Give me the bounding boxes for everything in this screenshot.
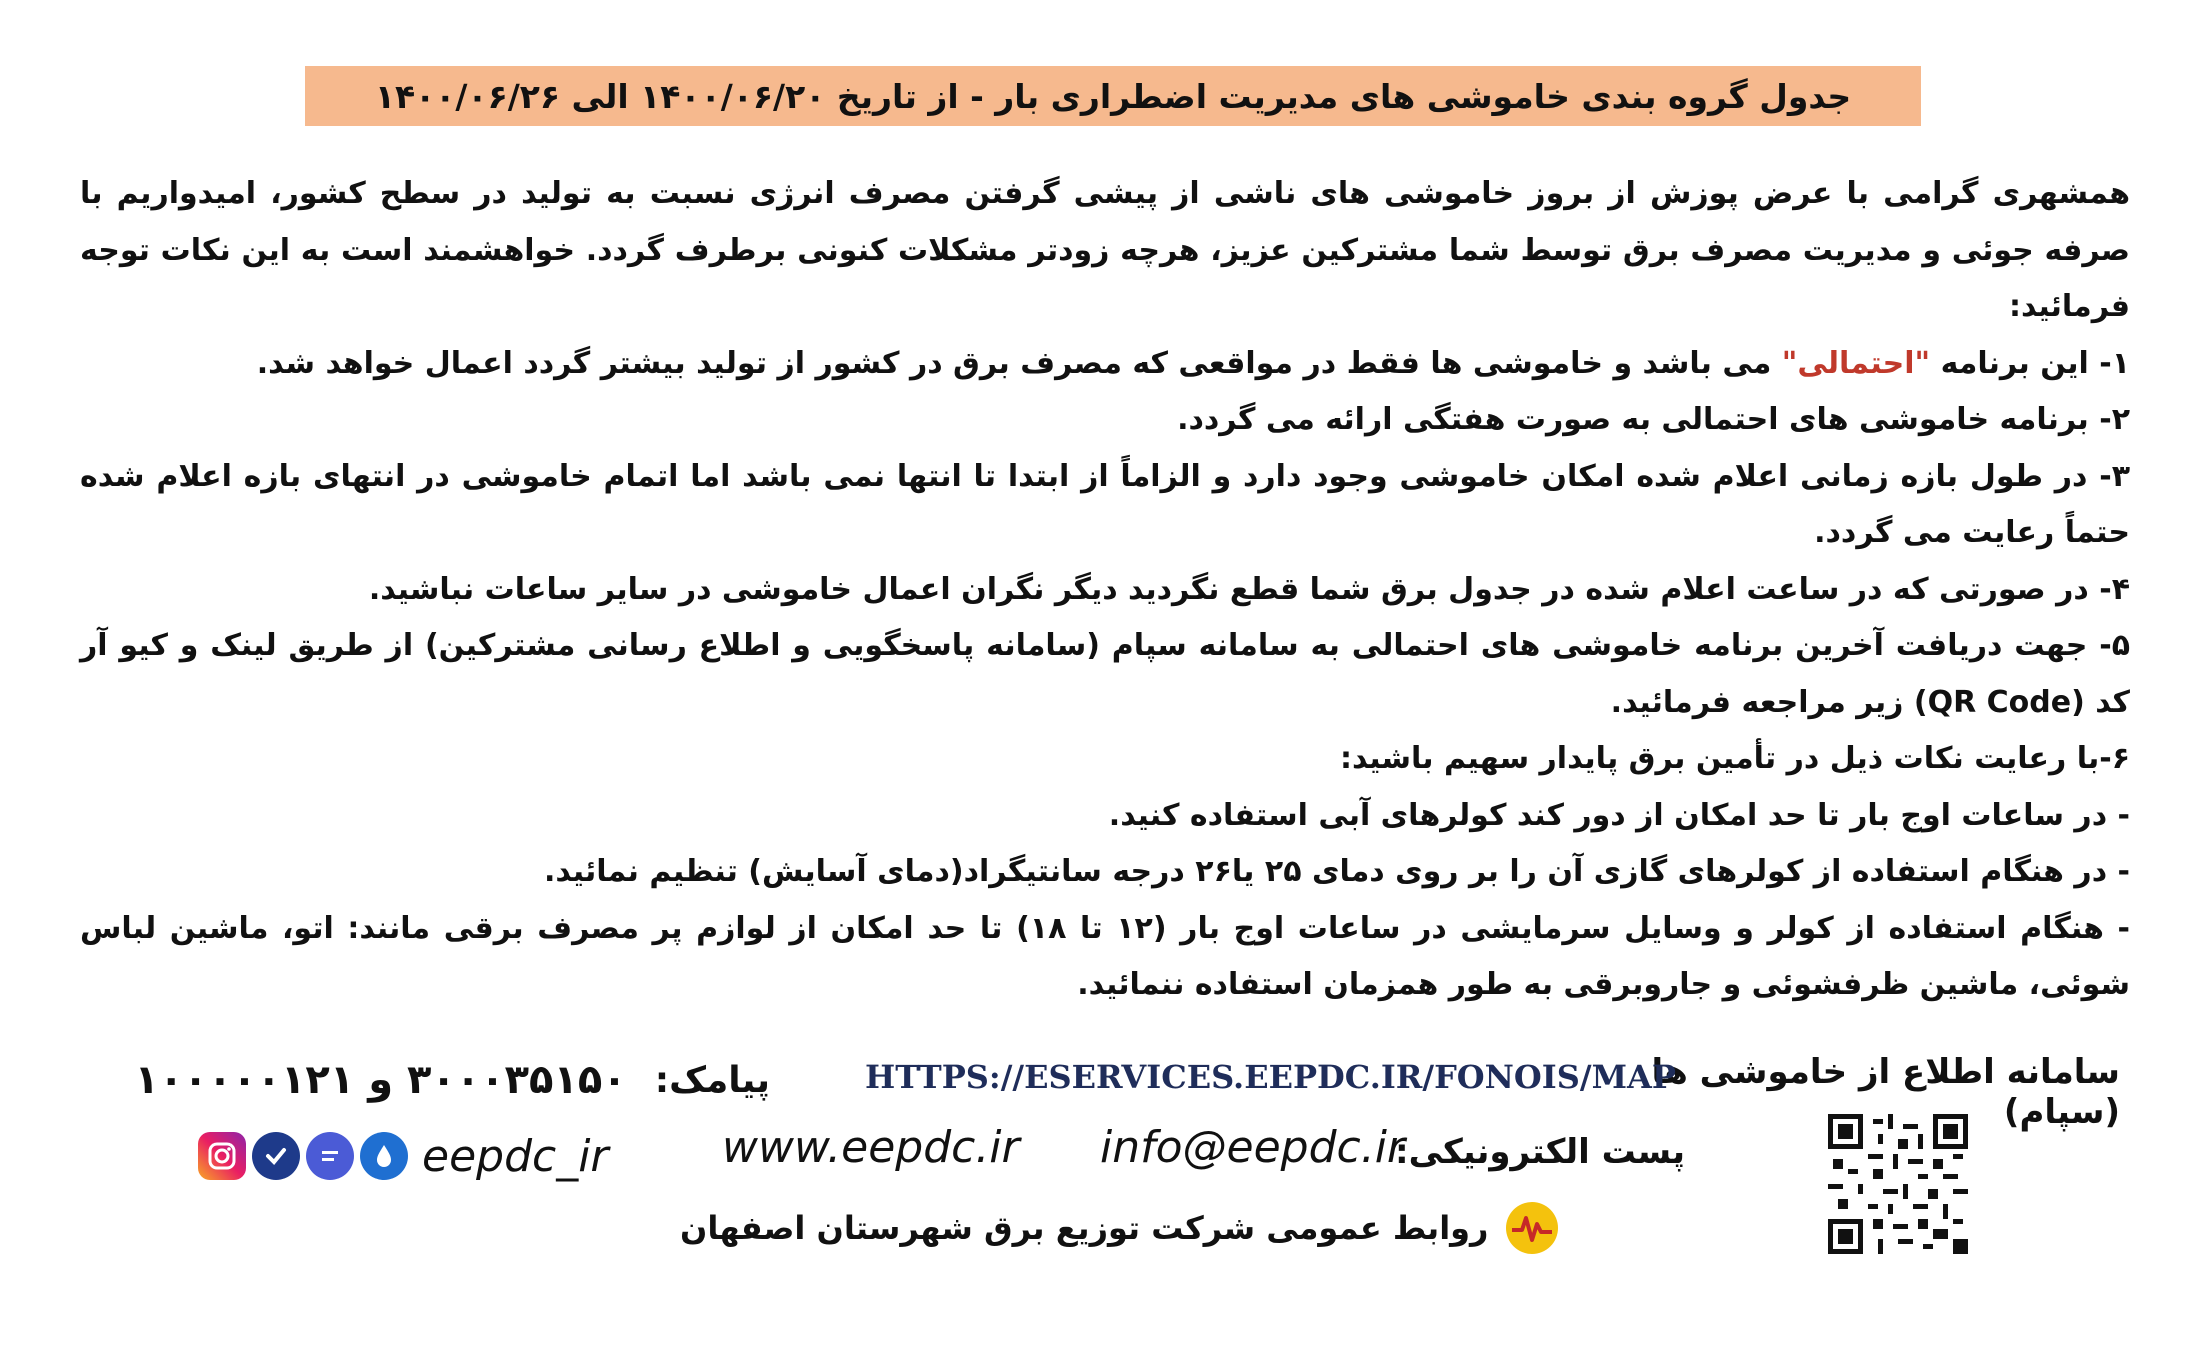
item-3: ۳- در طول بازه زمانی اعلام شده امکان خاموشی وجود دارد و الزاماً از ابتدا تا انتها نمی باشد اما اتمام خاموشی در انتهای بازه اعلام شده حتماً رعایت می گردد. (80, 458, 2130, 550)
social-links (198, 1124, 609, 1188)
item-6: ۶-با رعایت نکات ذیل در تأمین برق پایدار سهیم باشید: (1339, 741, 2130, 776)
item-1-suffix: می باشد و خاموشی ها فقط در مواقعی که مصرف برق در کشور از تولید بیشتر گردد اعمال خواهد شد. (256, 345, 1782, 381)
eepdc-logo-icon (1502, 1198, 1562, 1258)
footer-text: روابط عمومی شرکت توزیع برق شهرستان اصفهان (680, 1209, 1489, 1247)
sms-contact (80, 1050, 770, 1110)
email-link[interactable]: info@eepdc.ir (1100, 1122, 1406, 1173)
sms-numbers: ۳۰۰۰۳۵۱۵۰ و ۱۰۰۰۰۰۱۲۱ (134, 1057, 627, 1103)
footer (680, 1198, 1562, 1258)
chat-icon[interactable] (306, 1132, 354, 1180)
website-link[interactable]: www.eepdc.ir (722, 1122, 1020, 1173)
qr-code-icon[interactable] (1828, 1114, 1968, 1254)
item-1 (80, 336, 2130, 393)
tip-1: - در ساعات اوج بار تا حد امکان از دور کند کولرهای آبی استفاده کنید. (1108, 797, 2130, 833)
item-5: ۵- جهت دریافت آخرین برنامه خاموشی های احتمالی به سامانه سپام (سامانه پاسخگویی و اطلاع رسانی مشترکین) از طریق لینک و کیو آر کد (QR Code) زیر مراجعه فرمائید. (80, 628, 2130, 720)
item-4: ۴- در صورتی که در ساعت اعلام شده در جدول برق شما قطع نگردید دیگر نگران اعمال خاموشی در سایر ساعات نباشید. (368, 571, 2130, 607)
sepam-url-link[interactable]: HTTPS://ESERVICES.EEPDC.IR/FONOIS/MAP (865, 1058, 1676, 1096)
intro-paragraph: همشهری گرامی با عرض پوزش از بروز خاموشی های ناشی از پیشی گرفتن مصرف انرژی نسبت به تولید در سطح کشور، امیدواریم با صرفه جوئی و مدیریت مصرف برق توسط شما مشترکین عزیز، هرچه زودتر مشکلات کنونی برطرف گردد. خواهشمند است به این نکات توجه فرمائید: (80, 176, 2130, 324)
tip-3: - هنگام استفاده از کولر و وسایل سرمایشی در ساعات اوج بار (۱۲ تا ۱۸) تا حد امکان از لوازم پر مصرف برقی مانند: اتو، ماشین لباس شوئی، ماشین ظرفشوئی و جاروبرقی به طور همزمان استفاده ننمائید. (80, 910, 2130, 1002)
check-circle-icon[interactable] (252, 1132, 300, 1180)
social-handle[interactable]: eepdc_ir (422, 1130, 609, 1182)
item-1-prefix: ۱- این برنامه (1930, 345, 2130, 381)
email-label: پست الکترونیکی: (1395, 1132, 1685, 1172)
sepam-system-label: سامانه اطلاع از خاموشی ها (سپام) (1651, 1052, 2120, 1132)
sms-label: پیامک: (654, 1059, 770, 1101)
item-1-highlight: "احتمالی" (1781, 345, 1931, 381)
drop-icon[interactable] (360, 1132, 408, 1180)
page-title (305, 66, 1921, 126)
page-title-text: جدول گروه بندی خاموشی های مدیریت اضطراری بار - از تاریخ ۱۴۰۰/۰۶/۲۰ الی ۱۴۰۰/۰۶/۲۶ (374, 76, 1852, 116)
tip-2: - در هنگام استفاده از کولرهای گازی آن را بر روی دمای ۲۵ یا۲۶ درجه سانتیگراد(دمای آسایش) تنظیم نمائید. (544, 854, 2130, 889)
instagram-icon[interactable] (198, 1132, 246, 1180)
item-2: ۲- برنامه خاموشی های احتمالی به صورت هفتگی ارائه می گردد. (1177, 402, 2130, 437)
notice-body (80, 166, 2130, 1014)
